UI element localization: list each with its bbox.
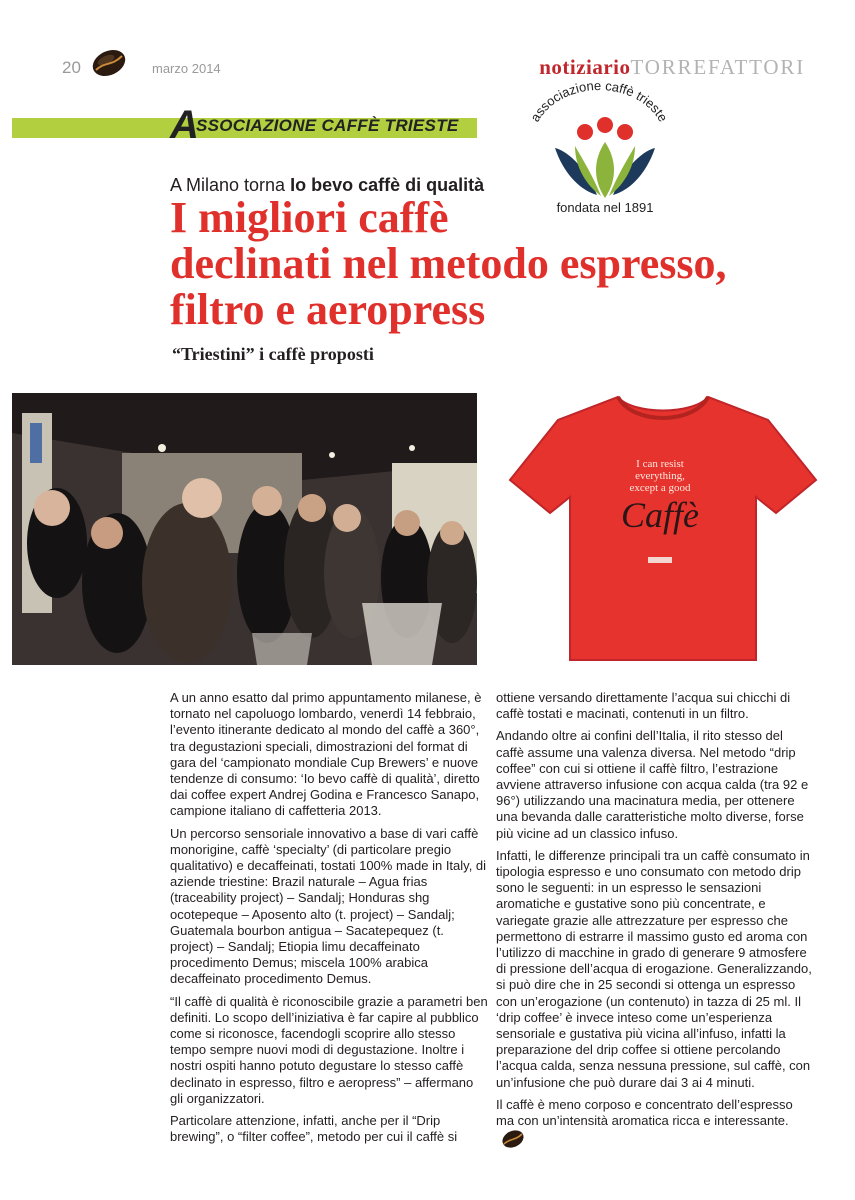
paragraph-final-text: Il caffè è meno corposo e concentrato dell’espresso ma con un’intensità aromatica ricca e interessante. (496, 1096, 793, 1129)
paragraph: Un percorso sensoriale innovativo a base di vari caffè monorigine, caffè ‘specialty’ (di particolare pregio qualitativo) e decaffeinati, tostati 100% made in Italy, di aziende triestine: Brazil naturale – Agua frias (traceability project) – Sandalj; Honduras shg ocotepeque – Aposento alto (t. project) – Sandalj; Guatemala bourbon antigua – Sacatepequez (t. project) – Sandalj; Etiopia limu decaffeinato procedimento Demus; miscela 100% arabica decaffeinato procedimento Demus. (170, 825, 487, 987)
logo-founded: fondata nel 1891 (556, 200, 654, 215)
issue-date: marzo 2014 (152, 61, 221, 76)
logo-arc-text: associazione caffè trieste (527, 80, 671, 125)
masthead-notiziario: notiziario (539, 55, 631, 79)
paragraph: “Il caffè di qualità è riconoscibile grazie a parametri ben definiti. Lo scopo dell’iniziativa è far capire al pubblico come si riconosce, facendogli scoprire allo stesso tempo sempre nuovi modi di degustazione. Inoltre i nostri ospiti hanno potuto degustare lo stesso caffè declinato in espresso, filtro e aeropress” – affermano gli organizzatori. (170, 993, 488, 1106)
paragraph: Andando oltre ai confini dell’Italia, il rito stesso del caffè assume una valenza diversa. Nel metodo “drip coffee” con cui si ottiene il caffè filtro, l’estrazione avviene attraverso infusione con acqua calda (tra 92 e 96°) utilizzando una macinatura media, per ottenere una bevanda dalle caratteristiche molto diverse, forse più vicine ad un classico infuso. (496, 728, 809, 841)
masthead (539, 55, 805, 80)
page-number: 20 (62, 58, 81, 77)
tshirt-line-3: except a good (629, 482, 691, 494)
column-right (496, 690, 814, 1155)
headline-line: I migliori caffè (170, 193, 449, 242)
paragraph: Infatti, le differenze principali tra un caffè consumato in tipologia espresso e uno consumato con metodo drip sono le seguenti: in un espresso le sensazioni aromatiche e gustative sono più concentrate, e variegate grazie alle attrezzature per espresso che permettono di estrarre il massimo gusto ed aroma con l’utilizzo di macchine in grado di generare 9 atmosfere di pressione dell’acqua di erogazione. Generalizzando, si può dire che in 25 secondi si ottenga un espresso con un’erogazione (un contenuto) in tazza di 25 ml. Il ‘drip coffee’ è invece inteso come un’esperienza sensoriale e gustativa più vicina all’infuso, infatti la preparazione del drip coffee si ottiene percolando l’acqua calda, senza nessuna pressione, sul caffè, con un’infusione che può durare dai 3 ai 4 minuti. (496, 847, 812, 1090)
paragraph: A un anno esatto dal primo appuntamento milanese, è tornato nel capoluogo lombardo, venerdì 14 febbraio, l’evento itinerante dedicato al mondo del caffè a 360°, tra degustazioni speciali, dimostrazioni del format di gara del ‘campionato mondiale Cup Brewers’ e nuove tendenze di consumo: ‘Io bevo caffè di qualità’, diretto dai coffee expert Andrej Godina e Francesco Sanapo, campione italiano di caffetteria 2013. (170, 690, 482, 819)
subhead: “Triestini” i caffè proposti (172, 344, 374, 364)
tshirt-brand: Caffè (621, 495, 699, 535)
section-initial: A (170, 103, 199, 147)
masthead-torrefattori: TORREFATTORI (630, 55, 805, 79)
kicker-plain: A Milano torna (170, 175, 291, 195)
column-left (170, 690, 488, 1151)
headline (170, 195, 727, 333)
headline-line: declinati nel metodo espresso, (170, 239, 727, 288)
paragraph-final (496, 1097, 814, 1149)
svg-text:associazione caffè trieste (527, 80, 671, 124)
tshirt-line-1: I can resist (636, 458, 684, 470)
paragraph: Particolare attenzione, infatti, anche per il “Drip brewing”, o “filter coffee”, metodo per cui il caffè si (170, 1113, 458, 1145)
section-title: SSOCIAZIONE CAFFÈ TRIESTE (196, 116, 459, 135)
event-crowd-illustration (12, 393, 477, 665)
tshirt-icon (498, 385, 828, 665)
tulip-logo-icon (555, 117, 655, 198)
event-photo (12, 393, 477, 665)
kicker-event: Io bevo caffè di qualità (290, 175, 485, 195)
coffee-bean-icon (90, 48, 128, 78)
end-coffee-bean-icon (500, 1129, 526, 1149)
paragraph: ottiene versando direttamente l’acqua sui chicchi di caffè tostati e macinati, contenuti in un filtro. (496, 690, 791, 722)
tshirt-line-2: everything, (635, 470, 685, 482)
headline-line: filtro e aeropress (170, 285, 486, 334)
